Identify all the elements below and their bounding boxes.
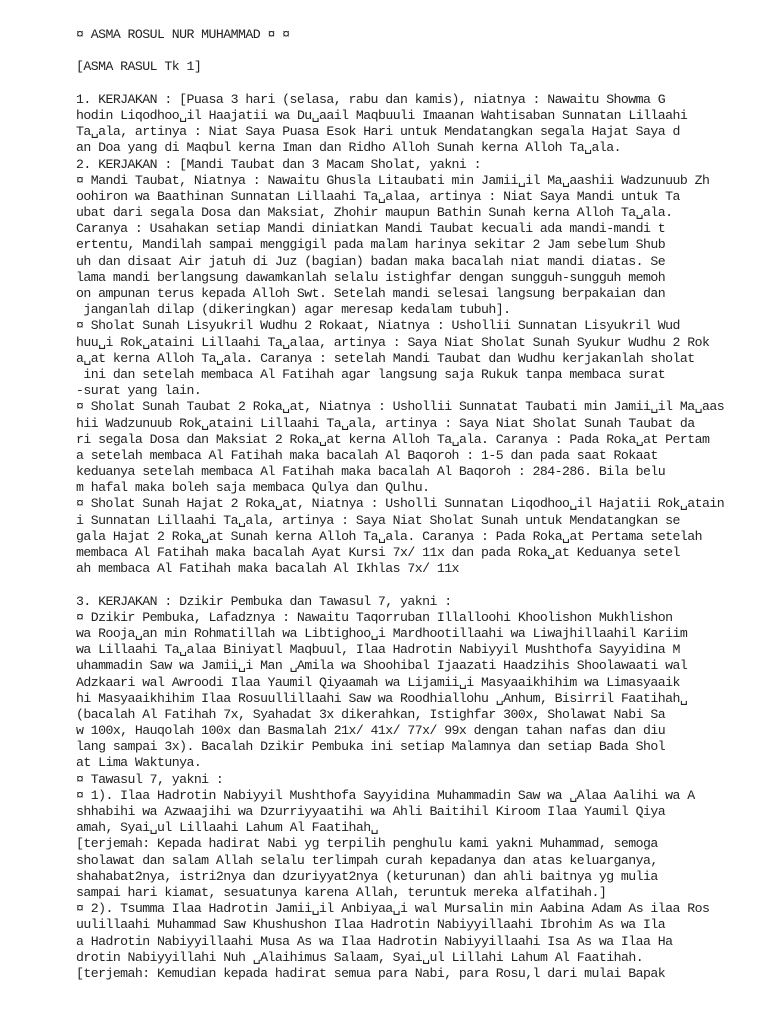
text-line: Ta␣ala, artinya : Niat Saya Puasa Esok Hari untuk Mendatangkan segala Hajat Saya d [76, 124, 680, 140]
text-line: (bacalah Al Fatihah 7x, Syahadat 3x dikerahkan, Istighfar 300x, Sholawat Nabi Sa [76, 706, 666, 722]
text-line: -surat yang lain. [76, 383, 202, 399]
text-line: ¤ Dzikir Pembuka, Lafadznya : Nawaitu Taqorruban Illalloohi Khoolishon Mukhlishon [76, 609, 673, 625]
text-line: m hafal maka boleh saja membaca Qulya dan Qulhu. [76, 480, 430, 496]
text-line: oohiron wa Baathinan Sunnatan Lillaahi Ta␣alaa, artinya : Niat Saya Mandi untuk Ta [76, 188, 680, 204]
text-line: [terjemah: Kemudian kepada hadirat semua para Nabi, para Rosu,l dari mulai Bapak [76, 965, 666, 981]
text-line: hi Masyaaikhihim Ilaa Rosuullillaahi Saw wa Roodhiallohu ␣Anhum, Bisirril Faatihah␣ [76, 690, 688, 706]
text-line: sholawat dan salam Allah selalu terlimpah curah kepadanya dan atas keluarganya, [76, 852, 658, 868]
blank-line [76, 577, 748, 593]
text-line: a setelah membaca Al Fatihah maka bacalah Al Baqoroh : 1-5 dan pada saat Rokaat [76, 447, 658, 463]
blank-line [76, 43, 748, 59]
text-line: [ASMA RASUL Tk 1] [76, 59, 202, 75]
text-line: a␣at kerna Alloh Ta␣ala. Caranya : setelah Mandi Taubat dan Wudhu kerjakanlah sholat [76, 350, 695, 366]
text-line: keduanya setelah membaca Al Fatihah maka bacalah Al Baqoroh : 284-286. Bila belu [76, 464, 666, 480]
text-line: janganlah dilap (dikeringkan) agar meresap kedalam tubuh]. [76, 302, 511, 318]
text-line: hii Wadzunuub Rok␣ataini Lillaahi Ta␣ala, artinya : Saya Niat Sholat Sunah Taubat da [76, 415, 695, 431]
text-line: lang sampai 3x). Bacalah Dzikir Pembuka ini setiap Malamnya dan setiap Bada Shol [76, 739, 666, 755]
text-line: w 100x, Hauqolah 100x dan Basmalah 21x/ 41x/ 77x/ 99x dengan tahan nafas dan diu [76, 723, 666, 739]
text-line: ¤ Sholat Sunah Lisyukril Wudhu 2 Rokaat, Niatnya : Ushollii Sunnatan Lisyukril Wud [76, 318, 680, 334]
text-line: lama mandi berlangsung dawamkanlah selalu istighfar dengan sungguh-sungguh memoh [76, 269, 666, 285]
text-line: membaca Al Fatihah maka bacalah Ayat Kursi 7x/ 11x dan pada Roka␣at Keduanya setel [76, 545, 680, 560]
text-line: uhammadin Saw wa Jamii␣i Man ␣Amila wa Shoohibal Ijaazati Haadzihis Shoolawaati wal [76, 658, 688, 674]
text-line: [terjemah: Kepada hadirat Nabi yg terpilih penghulu kami yakni Muhammad, semoga [76, 836, 658, 852]
text-line: ah membaca Al Fatihah maka bacalah Al Ikhlas 7x/ 11x [76, 561, 459, 577]
text-line: shahabat2nya, istri2nya dan dzuriyyat2nya (keturunan) dan ahli baitnya yg mulia [76, 868, 658, 884]
text-line: ¤ Tawasul 7, yakni : [76, 771, 224, 787]
text-line: ¤ ASMA ROSUL NUR MUHAMMAD ¤ ¤ [76, 27, 290, 42]
text-line: wa Rooja␣an min Rohmatillah wa Libtighoo␣i Mardhootillaahi wa Liwajhillaahil Kariim [76, 625, 688, 641]
text-line: at Lima Waktunya. [76, 755, 202, 771]
blank-line [76, 76, 748, 92]
text-line: wa Lillaahi Ta␣alaa Biniyatl Maqbuul, Ilaa Hadrotin Nabiyyil Mushthofa Sayyidina M [76, 642, 680, 658]
document-body [76, 27, 748, 982]
text-line: hodin Liqodhoo␣il Haajatii wa Du␣aail Maqbuuli Imaanan Wahtisaban Sunnatan Lillaahi [76, 107, 688, 123]
text-line: a Hadrotin Nabiyyillaahi Musa As wa Ilaa Hadrotin Nabiyyillaahi Isa As wa Ilaa Ha [76, 933, 673, 949]
text-line: ertentu, Mandilah sampai menggigil pada malam harinya sekitar 2 Jam sebelum Shub [76, 237, 666, 253]
text-line: Caranya : Usahakan setiap Mandi diniatkan Mandi Taubat kecuali ada mandi-mandi t [76, 221, 666, 237]
text-line: ¤ Sholat Sunah Hajat 2 Roka␣at, Niatnya : Usholli Sunnatan Liqodhoo␣il Hajatii Rok␣atain [76, 496, 725, 512]
text-line: ¤ Mandi Taubat, Niatnya : Nawaitu Ghusla Litaubati min Jamii␣il Ma␣aashii Wadzunuub Zh [76, 172, 710, 188]
text-line: ubat dari segala Dosa dan Maksiat, Zhohir maupun Bathin Sunah kerna Alloh Ta␣ala. [76, 205, 673, 221]
text-line: ini dan setelah membaca Al Fatihah agar langsung saja Rukuk tanpa membaca surat [76, 366, 666, 382]
text-line: i Sunnatan Lillaahi Ta␣ala, artinya : Saya Niat Sholat Sunah untuk Mendatangkan se [76, 512, 680, 528]
text-line: sampai hari kiamat, sesuatunya karena Allah, teruntuk mereka alfatihah.] [76, 884, 607, 900]
text-line: shhabihi wa Azwaajihi wa Dzurriyyaatihi wa Ahli Baitihil Kiroom Ilaa Yaumil Qiya [76, 804, 666, 819]
text-line: ¤ 1). Ilaa Hadrotin Nabiyyil Mushthofa Sayyidina Muhammadin Saw wa ␣Alaa Aalihi wa A [76, 787, 695, 803]
text-line: ¤ Sholat Sunah Taubat 2 Roka␣at, Niatnya : Ushollii Sunnatat Taubati min Jamii␣il Ma␣aas [76, 399, 725, 415]
text-line: an Doa yang di Maqbul kerna Iman dan Ridho Alloh Sunah kerna Alloh Ta␣ala. [76, 140, 621, 156]
text-line: huu␣i Rok␣ataini Lillaahi Ta␣alaa, artinya : Saya Niat Sholat Sunah Syukur Wudhu 2 Rok [76, 334, 710, 350]
text-line: 1. KERJAKAN : [Puasa 3 hari (selasa, rabu dan kamis), niatnya : Nawaitu Showma G [76, 91, 666, 107]
text-line: on ampunan terus kepada Alloh Swt. Setelah mandi selesai langsung berpakaian dan [76, 286, 666, 301]
text-line: drotin Nabiyyillahi Nuh ␣Alaihimus Salaam, Syai␣ul Lillahi Lahum Al Faatihah. [76, 949, 644, 965]
text-line: uulillaahi Muhammad Saw Khushushon Ilaa Hadrotin Nabiyyillaahi Ibrohim As wa Ila [76, 917, 666, 933]
text-line: ¤ 2). Tsumma Ilaa Hadrotin Jamii␣il Anbiyaa␣i wal Mursalin min Aabina Adam As ilaa Ros [76, 901, 710, 917]
text-line: 2. KERJAKAN : [Mandi Taubat dan 3 Macam Sholat, yakni : [76, 156, 482, 172]
text-line: Adzkaari wal Awroodi Ilaa Yaumil Qiyaamah wa Lijamii␣i Masyaaikhihim wa Limasyaaik [76, 674, 680, 690]
text-line: amah, Syai␣ul Lillaahi Lahum Al Faatihah␣ [76, 820, 378, 836]
text-line: 3. KERJAKAN : Dzikir Pembuka dan Tawasul 7, yakni : [76, 593, 452, 609]
text-line: gala Hajat 2 Roka␣at Sunah kerna Alloh Ta␣ala. Caranya : Pada Roka␣at Pertama setelah [76, 528, 703, 544]
text-line: ri segala Dosa dan Maksiat 2 Roka␣at kerna Alloh Ta␣ala. Caranya : Pada Roka␣at Pertam [76, 431, 710, 447]
text-line: uh dan disaat Air jatuh di Juz (bagian) badan maka bacalah niat mandi diatas. Se [76, 253, 666, 269]
